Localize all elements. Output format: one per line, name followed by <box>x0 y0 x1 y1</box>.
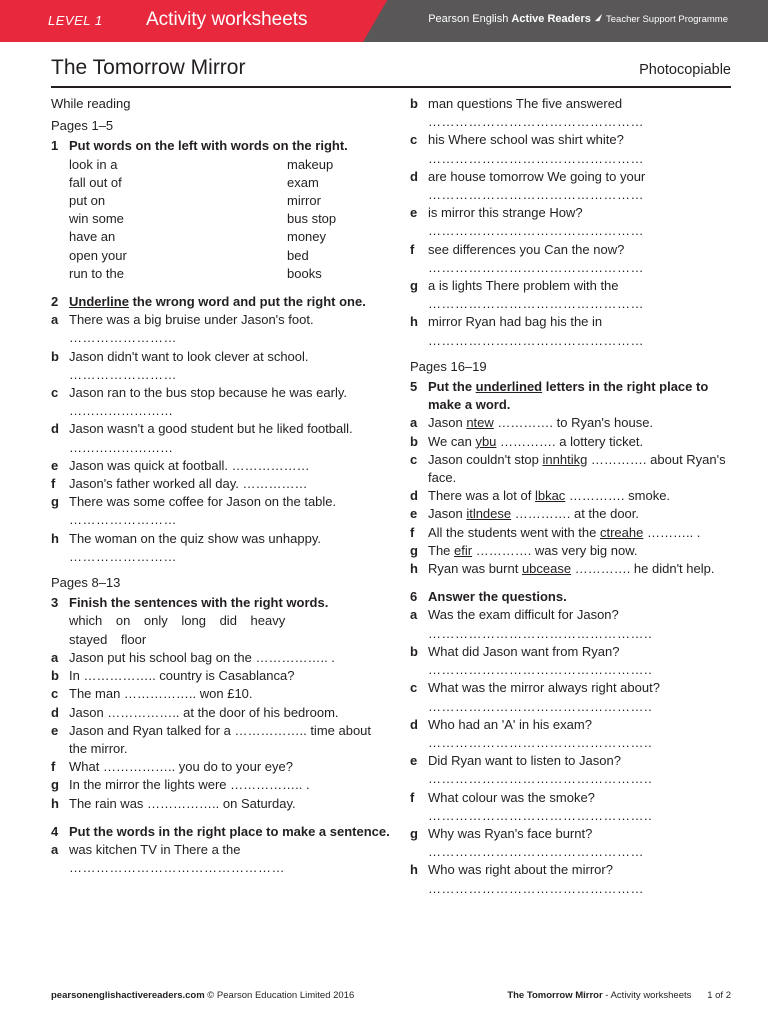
footer-page-number: 1 of 2 <box>707 990 731 1001</box>
item-text: What was the mirror always right about? <box>428 680 660 696</box>
item-letter: a <box>51 312 59 328</box>
answer-line: ………………………………………… <box>428 296 644 312</box>
item-letter: b <box>410 96 418 111</box>
item-text: Who was right about the mirror? <box>428 862 613 878</box>
task-number: 5 <box>410 379 418 395</box>
word-box-line-1: which on only long did heavy <box>69 613 286 629</box>
pages-heading-2: Pages 8–13 <box>51 575 121 591</box>
footer-left <box>51 990 354 1001</box>
task-number: 6 <box>410 589 418 605</box>
item-post: …………. a lottery ticket. <box>496 433 644 449</box>
footer-url[interactable]: pearsonenglishactivereaders.com <box>51 990 205 1001</box>
item-post: ……….. . <box>643 524 701 540</box>
scrambled-word: lbkac <box>534 488 566 504</box>
list-item <box>51 384 391 420</box>
left-word: win some <box>69 211 124 227</box>
list-item <box>410 752 734 788</box>
task-question <box>69 293 391 311</box>
item-post: …………. about Ryan's face. <box>428 451 726 486</box>
answer-line: ………………………………………… <box>428 114 644 130</box>
task-question: Put the words in the right place to make a sentence. <box>69 823 390 839</box>
list-item <box>51 420 391 456</box>
left-word: open your <box>69 247 127 263</box>
task-question-underlined: Underline <box>69 294 129 310</box>
list-item <box>51 776 391 794</box>
item-text: Why was Ryan's face burnt? <box>428 825 593 841</box>
list-item <box>410 487 734 505</box>
item-post: …………. at the door. <box>511 506 640 522</box>
item-pre: We can <box>428 433 476 449</box>
task-question: Finish the sentences with the right words. <box>69 595 329 611</box>
right-word: bed <box>287 247 309 263</box>
item-text: mirror Ryan had bag his the in <box>428 314 603 330</box>
item-letter: h <box>410 561 418 577</box>
item-text: is mirror this strange How? <box>428 205 583 221</box>
scrambled-word: ybu <box>475 433 497 449</box>
item-post: …………. was very big now. <box>472 542 638 558</box>
item-text: Jason wasn't a good student but he liked football. …………………… <box>69 421 353 455</box>
item-text: There was some coffee for Jason on the table. <box>69 494 337 510</box>
list-item <box>410 277 734 313</box>
item-text: What …………….. you do to your eye? <box>69 759 293 775</box>
match-words <box>51 156 391 283</box>
item-letter: a <box>410 415 418 431</box>
list-item <box>410 433 734 451</box>
answer-line: ………………………………………… <box>428 223 644 239</box>
task-4 <box>51 823 391 841</box>
item-letter: c <box>51 686 59 702</box>
list-item <box>410 542 734 560</box>
right-word: exam <box>287 174 319 190</box>
right-word: books <box>287 265 322 281</box>
item-text: man questions The five answered <box>428 96 623 111</box>
answer-line: …………………… <box>69 330 177 346</box>
list-item <box>410 524 734 542</box>
task-question: Put words on the left with words on the right. <box>69 138 348 154</box>
item-letter: d <box>410 716 418 732</box>
answer-line: ………………………………………….. <box>428 662 653 678</box>
item-letter: g <box>51 494 59 510</box>
page-title: The Tomorrow Mirror <box>51 56 246 79</box>
task-1 <box>51 137 391 155</box>
list-item <box>410 168 734 204</box>
task-number: 1 <box>51 138 59 154</box>
task-question-underlined: underlined <box>475 379 543 395</box>
task-3 <box>51 594 391 612</box>
answer-line: ………………………………………… <box>428 259 644 275</box>
brand-post: Teacher Support Programme <box>606 14 728 25</box>
item-letter: e <box>51 457 59 473</box>
task-6 <box>410 588 734 606</box>
level-label: LEVEL 1 <box>48 13 103 28</box>
list-item <box>410 313 734 349</box>
item-letter: f <box>410 789 415 805</box>
item-text: Jason's father worked all day. …………… <box>69 476 308 492</box>
item-text: Jason put his school bag on the …………….. . <box>69 649 335 665</box>
item-text: see differences you Can the now? <box>428 241 625 257</box>
answer-line: ………………………………………… <box>69 860 285 876</box>
footer-book-title: The Tomorrow Mirror <box>507 990 603 1001</box>
list-item <box>410 414 734 432</box>
item-letter: d <box>51 704 59 720</box>
task-5 <box>410 378 734 414</box>
list-item <box>410 95 734 131</box>
item-text: The rain was …………….. on Saturday. <box>69 795 296 811</box>
item-text: What colour was the smoke? <box>428 789 595 805</box>
answer-line: ………………………………………… <box>428 150 644 166</box>
item-letter: e <box>410 506 418 522</box>
task-number: 4 <box>51 823 59 839</box>
item-text: In the mirror the lights were …………….. . <box>69 777 310 793</box>
answer-line: …………………… <box>69 548 177 564</box>
scrambled-word: ntew <box>466 415 494 431</box>
item-text: What did Jason want from Ryan? <box>428 643 620 659</box>
scrambled-word: ctreahe <box>599 524 644 540</box>
item-letter: f <box>410 241 415 257</box>
left-column <box>51 95 391 877</box>
item-text: In …………….. country is Casablanca? <box>69 668 295 684</box>
list-item <box>51 457 391 475</box>
answer-line: ………………………………………….. <box>428 698 653 714</box>
item-letter: c <box>410 451 418 467</box>
left-word: look in a <box>69 156 118 172</box>
item-letter: d <box>410 488 418 504</box>
item-letter: f <box>51 476 56 492</box>
item-pre: All the students went with the <box>428 524 600 540</box>
item-pre: Jason <box>428 506 467 522</box>
scrambled-word: efir <box>454 542 473 558</box>
item-text: was kitchen TV in There a the <box>69 841 241 857</box>
item-letter: c <box>410 680 418 696</box>
brand-strong: Active Readers <box>511 13 591 25</box>
right-word: money <box>287 229 327 245</box>
list-item <box>410 789 734 825</box>
answer-line: ………………………………………….. <box>428 625 653 641</box>
item-text: There was a big bruise under Jason's foot. <box>69 312 314 328</box>
item-text: Jason …………….. at the door of his bedroom. <box>69 704 339 720</box>
item-letter: h <box>51 795 59 811</box>
item-text: Was the exam difficult for Jason? <box>428 607 619 623</box>
title-rule <box>51 86 731 88</box>
answer-line: ………………………………………….. <box>428 807 653 823</box>
item-letter: g <box>410 825 418 841</box>
pages-heading-3: Pages 16–19 <box>410 358 487 374</box>
list-item <box>51 685 391 703</box>
item-post: …………. he didn't help. <box>571 561 715 577</box>
item-letter: f <box>51 759 56 775</box>
list-item <box>51 722 391 758</box>
item-letter: f <box>410 524 415 540</box>
task-question <box>428 378 734 414</box>
list-item <box>51 493 391 529</box>
footer-copyright: © Pearson Education Limited 2016 <box>207 990 355 1001</box>
left-word: have an <box>69 229 116 245</box>
right-word: bus stop <box>287 211 337 227</box>
item-letter: b <box>51 668 59 684</box>
item-letter: c <box>410 132 418 148</box>
item-post: …………. smoke. <box>565 488 671 504</box>
item-letter: d <box>51 421 59 437</box>
item-letter: c <box>51 385 59 401</box>
footer-suffix: - Activity worksheets <box>602 990 692 1001</box>
left-word: put on <box>69 193 106 209</box>
list-item <box>410 643 734 679</box>
list-item <box>410 606 734 642</box>
photocopiable-label: Photocopiable <box>639 62 731 78</box>
item-text: are house tomorrow We going to your <box>428 168 646 184</box>
list-item <box>51 530 391 566</box>
answer-line: ………………………………………… <box>428 187 644 203</box>
item-letter: g <box>410 278 418 294</box>
item-text: Jason was quick at football. ……………… <box>69 457 310 473</box>
item-text: Jason ran to the bus stop because he was early. …………………… <box>69 385 347 419</box>
item-letter: a <box>410 607 418 623</box>
item-text: Jason and Ryan talked for a …………….. time about the mirror. <box>69 722 372 756</box>
item-text: The woman on the quiz show was unhappy. <box>69 530 321 546</box>
list-item <box>51 758 391 776</box>
item-letter: b <box>410 643 418 659</box>
task-question-rest: letters in the right place to make a word. <box>428 379 709 413</box>
list-item <box>51 667 391 685</box>
item-text: his Where school was shirt white? <box>428 132 624 148</box>
answer-line: ………………………………………….. <box>428 771 653 787</box>
list-item <box>51 348 391 384</box>
task-question-rest: the wrong word and put the right one. <box>128 294 366 310</box>
answer-line: ………………………………………… <box>428 332 644 348</box>
list-item <box>51 649 391 667</box>
item-text: The man …………….. won £10. <box>69 686 253 702</box>
list-item <box>51 475 391 493</box>
list-item <box>51 311 391 347</box>
list-item <box>410 505 734 523</box>
right-word: mirror <box>287 193 321 209</box>
item-letter: h <box>51 530 59 546</box>
item-letter: h <box>410 862 418 878</box>
list-item <box>410 560 734 578</box>
list-item <box>410 679 734 715</box>
left-word: fall out of <box>69 174 122 190</box>
item-pre: Ryan was burnt <box>428 561 522 577</box>
item-letter: b <box>51 348 59 364</box>
list-item <box>51 841 391 877</box>
brand-mark-icon <box>594 13 603 22</box>
item-letter: g <box>51 777 59 793</box>
answer-line: …………………… <box>69 512 177 528</box>
answer-line: ………………………………………….. <box>428 734 653 750</box>
task-number: 2 <box>51 294 59 310</box>
task-question: Answer the questions. <box>428 589 567 605</box>
list-item <box>410 716 734 752</box>
scrambled-word: itlndese <box>466 506 512 522</box>
item-letter: e <box>410 753 418 769</box>
item-letter: a <box>51 649 59 665</box>
item-letter: g <box>410 542 418 558</box>
list-item <box>410 861 734 897</box>
list-item <box>410 451 734 487</box>
list-item <box>51 704 391 722</box>
while-reading-heading: While reading <box>51 96 131 111</box>
task-number: 3 <box>51 595 59 611</box>
item-letter: h <box>410 314 418 330</box>
scrambled-word: ubcease <box>521 561 572 577</box>
pages-heading-1: Pages 1–5 <box>51 118 114 134</box>
list-item <box>410 241 734 277</box>
brand-text <box>428 13 728 25</box>
brand-pre: Pearson English <box>428 13 512 25</box>
activity-title: Activity worksheets <box>146 9 308 30</box>
list-item <box>410 825 734 861</box>
left-word: run to the <box>69 265 124 281</box>
item-text: a is lights There problem with the <box>428 278 619 294</box>
item-post: …………. to Ryan's house. <box>493 415 654 431</box>
item-text: Jason didn't want to look clever at school. <box>69 348 309 364</box>
answer-line: …………………… <box>69 366 177 382</box>
word-box-line-2: stayed floor <box>69 631 147 647</box>
list-item <box>51 795 391 813</box>
item-pre: Jason <box>428 415 467 431</box>
scrambled-word: innhtikg <box>542 451 588 467</box>
answer-line: ………………………………………… <box>428 844 644 860</box>
list-item <box>410 131 734 167</box>
right-word: makeup <box>287 156 334 172</box>
footer-right <box>507 990 731 1001</box>
item-letter: e <box>410 205 418 221</box>
task-2 <box>51 293 391 311</box>
task-question-pre: Put the <box>428 379 476 395</box>
list-item <box>410 204 734 240</box>
item-pre: The <box>428 542 455 558</box>
item-pre: Jason couldn't stop <box>428 451 543 467</box>
item-letter: d <box>410 168 418 184</box>
item-text: Who had an 'A' in his exam? <box>428 716 592 732</box>
item-letter: a <box>51 841 59 857</box>
item-letter: e <box>51 722 59 738</box>
item-pre: There was a lot of <box>428 488 535 504</box>
item-letter: b <box>410 433 418 449</box>
item-text: Did Ryan want to listen to Jason? <box>428 753 621 769</box>
answer-line: ………………………………………… <box>428 880 644 896</box>
right-column <box>410 95 734 898</box>
